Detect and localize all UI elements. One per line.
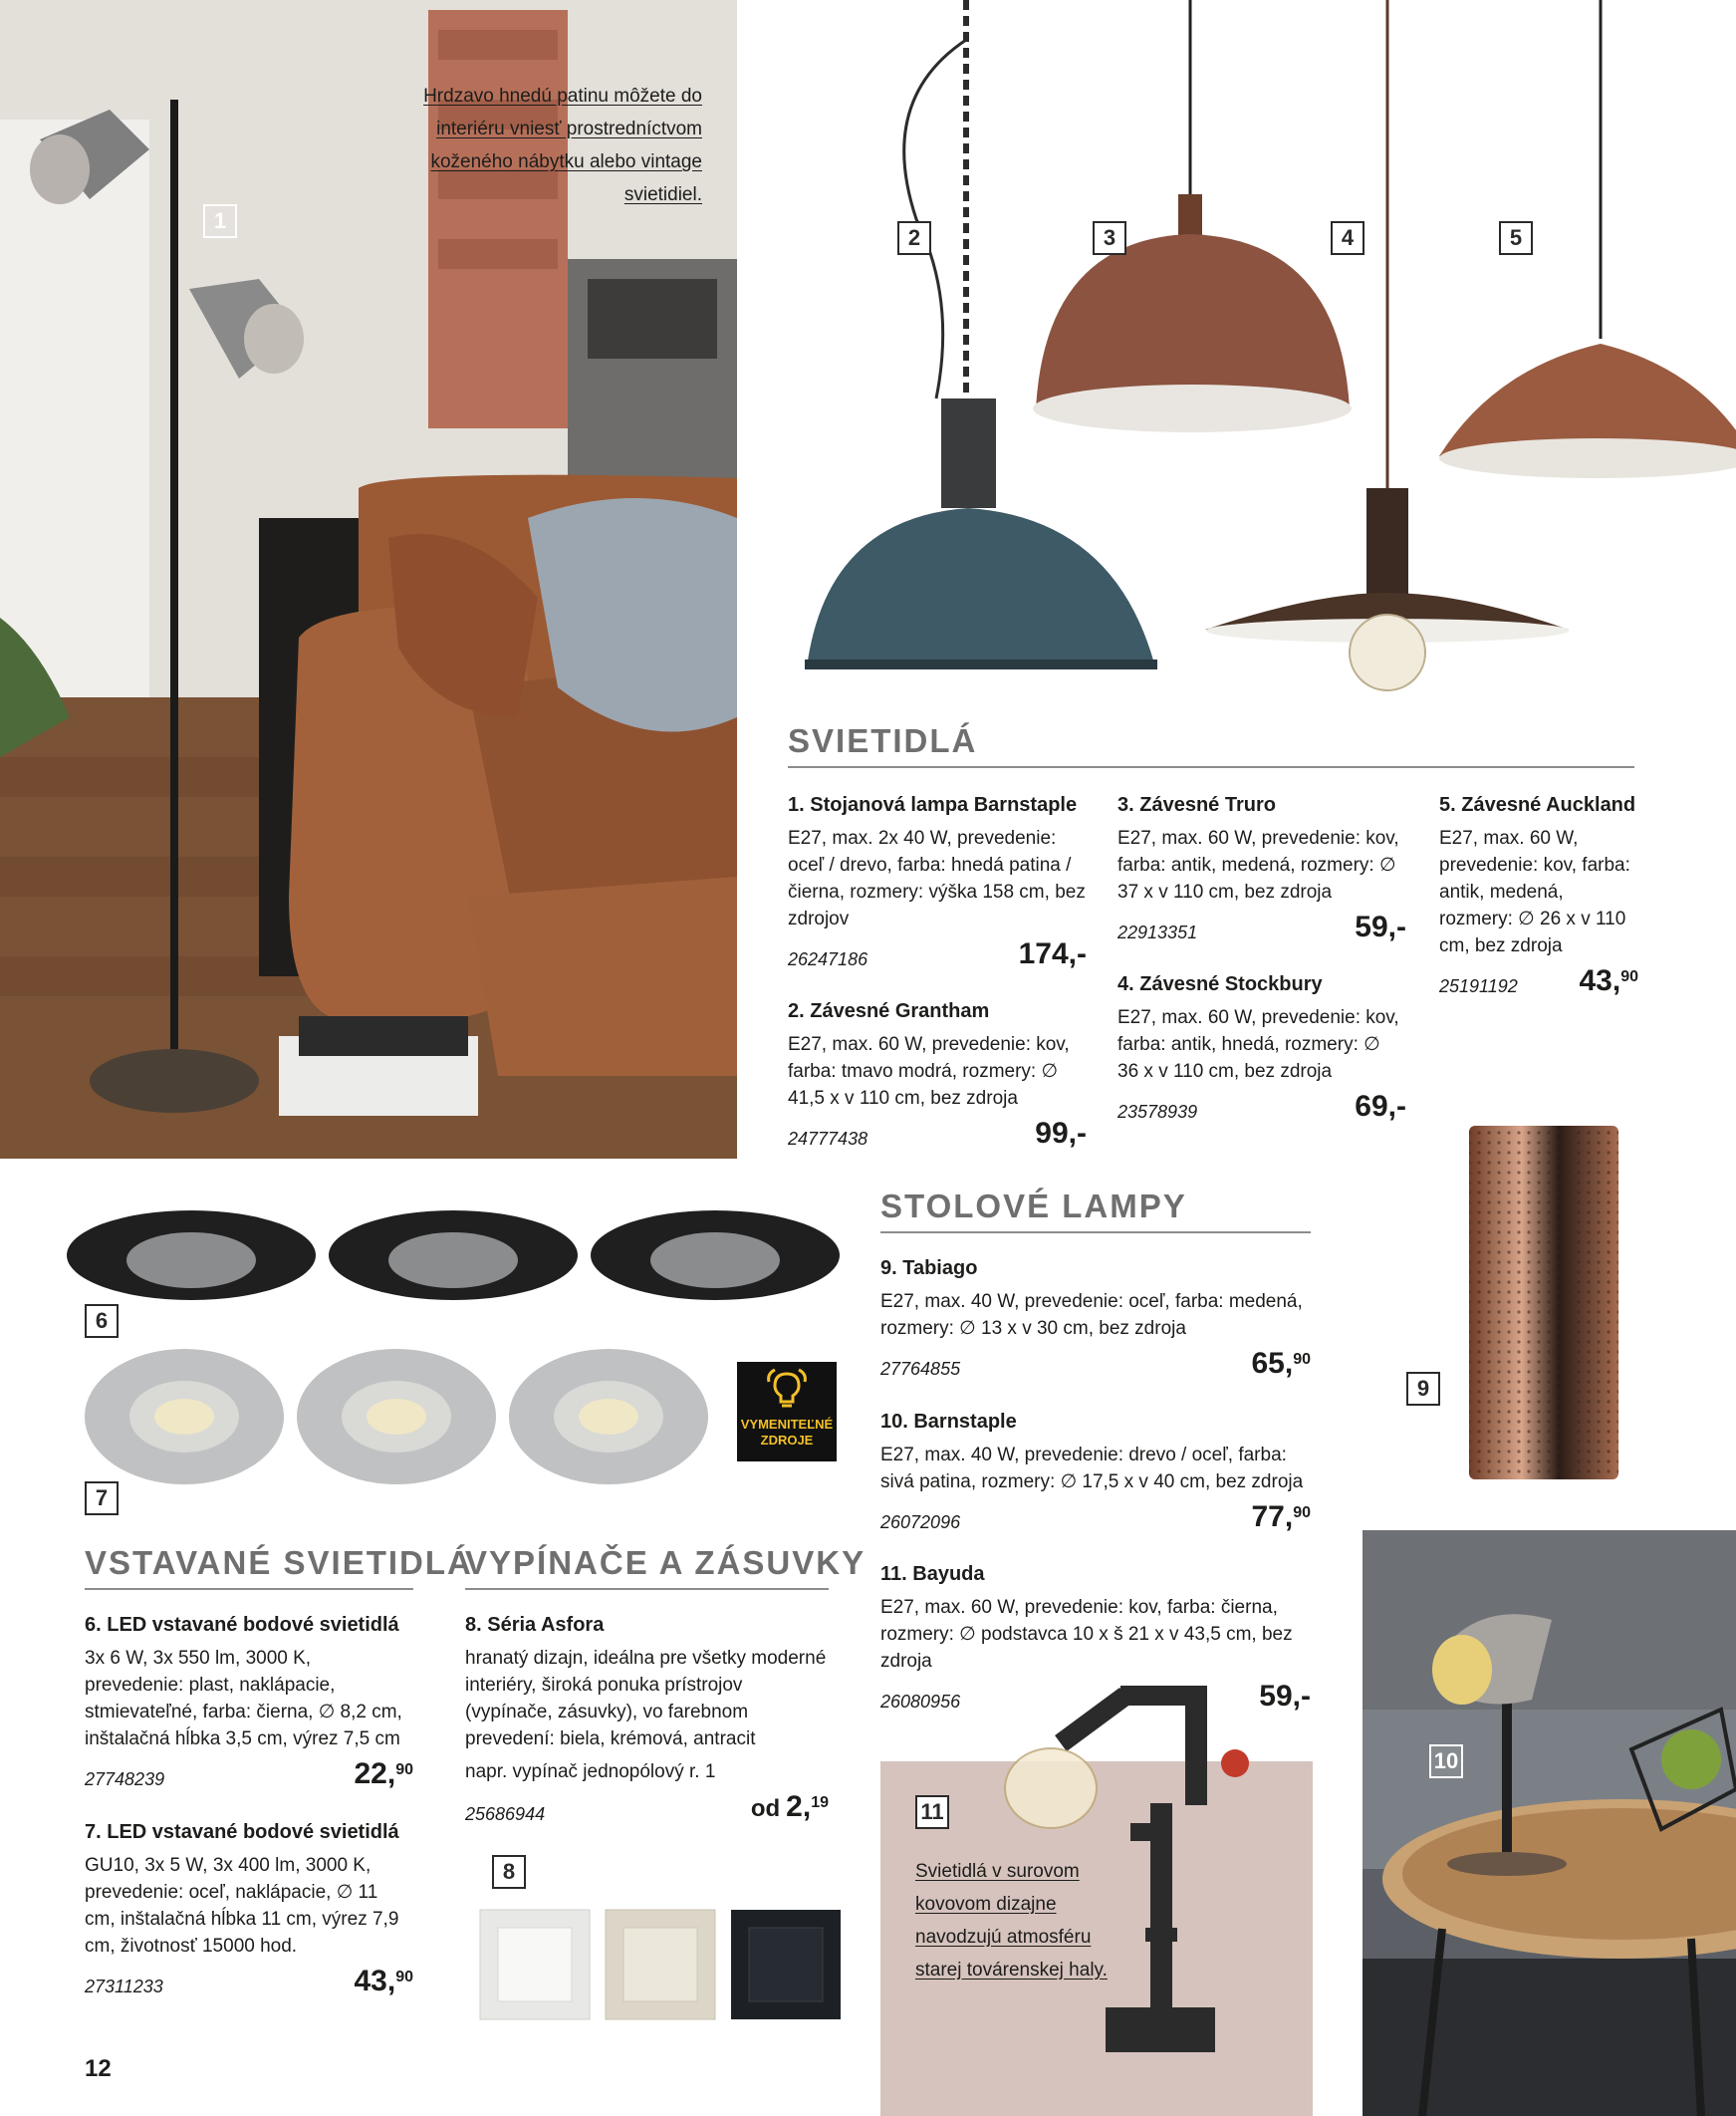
product-5-price: 43,90 [1579,964,1638,997]
product-9-price: 65,90 [1251,1347,1311,1380]
product-5 [1439,794,1638,997]
product-4 [1117,973,1406,1123]
product-10-price: 77,90 [1251,1500,1311,1533]
product-1 [788,794,1087,970]
product-6-price: 22,90 [354,1757,413,1790]
product-8-price: od 2,19 [750,1790,829,1823]
badge-number-6: 6 [85,1304,119,1338]
product-10-desc: E27, max. 40 W, prevedenie: drevo / oceľ, farba: sivá patina, rozmery: ∅ 17,5 x v 40 cm, bez zdroja [880,1445,1304,1492]
section-title-stolove: STOLOVÉ LAMPY [880,1188,1311,1233]
product-2-desc: E27, max. 60 W, prevedenie: kov, farba: tmavo modrá, rozmery: ∅ 41,5 x v 110 cm, bez zdroja [788,1034,1070,1109]
product-6-code: 27748239 [85,1769,165,1789]
product-11-desc: E27, max. 60 W, prevedenie: kov, farba: čierna, rozmery: ∅ podstavca 10 x š 21 x v 43,5 cm, bez zdroja [880,1597,1293,1672]
product-9-code: 27764855 [880,1359,961,1379]
product-6-title: 6. LED vstavané bodové svietidlá [85,1614,399,1636]
badge-number-11: 11 [915,1795,949,1829]
living-room-photo [0,0,737,1159]
product-7 [85,1821,413,1997]
badge-number-8: 8 [492,1855,526,1889]
recessed-spotlights-silver [80,1345,717,1489]
product-2-code: 24777438 [788,1129,868,1149]
product-4-desc: E27, max. 60 W, prevedenie: kov, farba: antik, hnedá, rozmery: ∅ 36 x v 110 cm, bez zdroja [1117,1007,1399,1082]
badge-number-9: 9 [1406,1372,1440,1406]
table-lamp-bayuda-image [1001,1674,1290,2072]
product-5-title: 5. Závesné Auckland [1439,794,1636,816]
product-11-title: 11. Bayuda [880,1563,985,1585]
product-9-title: 9. Tabiago [880,1257,978,1279]
product-8-title: 8. Séria Asfora [465,1614,605,1636]
replaceable-source-badge [737,1362,837,1461]
table-lamp-tabiago-image [1464,1118,1623,1486]
product-5-code: 25191192 [1439,976,1518,996]
product-1-desc: E27, max. 2x 40 W, prevedenie: oceľ / drevo, farba: hnedá patina / čierna, rozmery: výška 158 cm, bez zdrojov [788,828,1086,929]
product-1-title: 1. Stojanová lampa Barnstaple [788,794,1078,816]
product-2 [788,1000,1087,1150]
spotlight-black-3 [591,1210,840,1300]
pendant-lamps-illustration [757,0,1736,697]
section-title-vstavane: VSTAVANÉ SVIETIDLÁ [85,1544,413,1590]
photo-caption-bottom: Svietidlá v surovom kovovom dizajne navodzujú atmosféru starej továrenskej haly. [915,1861,1108,1981]
product-3-title: 3. Závesné Truro [1117,794,1276,816]
product-1-price: 174,- [1018,937,1087,970]
spotlight-silver-3 [509,1349,708,1484]
switch-anthracite [731,1910,841,2019]
product-6-desc: 3x 6 W, 3x 550 lm, 3000 K, prevedenie: plast, naklápacie, stmievateľné, farba: čierna, ∅ 8,2 cm, inštalačná hĺbka 3,5 cm, výrez 7,5 cm [85,1648,402,1749]
product-11-price: 59,- [1259,1680,1311,1713]
product-10-code: 26072096 [880,1512,961,1532]
badge-number-10: 10 [1429,1744,1463,1778]
product-5-desc: E27, max. 60 W, prevedenie: kov, farba: antik, medená, rozmery: ∅ 26 x v 110 cm, bez zdroja [1439,828,1630,956]
product-7-title: 7. LED vstavané bodové svietidlá [85,1821,399,1843]
replaceable-badge-line1: VYMENITEĽNÉ [740,1417,834,1432]
photo-caption-top: Hrdzavo hnedú patinu môžete do interiéru vniesť prostredníctvom koženého nábytku alebo vintage svietidiel. [423,86,702,205]
product-10 [880,1411,1311,1533]
bulb-icon [763,1368,811,1412]
product-2-title: 2. Závesné Grantham [788,1000,990,1022]
switch-white [480,1910,590,2019]
product-8 [465,1614,829,1825]
product-4-code: 23578939 [1117,1102,1198,1122]
product-3-code: 22913351 [1117,923,1198,942]
badge-number-3: 3 [1093,221,1126,255]
product-3-price: 59,- [1355,911,1406,943]
product-4-price: 69,- [1355,1090,1406,1123]
product-4-title: 4. Závesné Stockbury [1117,973,1323,995]
recessed-spotlights-black [60,1200,847,1320]
product-8-code: 25686944 [465,1804,546,1824]
badge-number-1: 1 [203,204,237,238]
spotlight-silver-2 [297,1349,496,1484]
product-10-title: 10. Barnstaple [880,1411,1017,1433]
product-8-desc: hranatý dizajn, ideálna pre všetky moderné interiéry, široká ponuka prístrojov (vypínače, zásuvky), vo farebnom prevedení: biela, krémová, antracit [465,1648,827,1749]
product-2-price: 99,- [1035,1117,1087,1150]
spotlight-black-2 [329,1210,578,1300]
product-7-code: 27311233 [85,1977,163,1996]
spotlight-silver-1 [85,1349,284,1484]
light-switches [478,1908,847,2022]
product-6 [85,1614,413,1790]
page-number: 12 [85,2055,112,2082]
spotlight-black-1 [67,1210,316,1300]
badge-number-2: 2 [897,221,931,255]
section-title-vypinace: VYPÍNAČE A ZÁSUVKY [465,1544,829,1590]
table-lamp-barnstaple-photo [1363,1530,1736,2116]
product-8-note: napr. vypínač jednopólový r. 1 [465,1761,716,1782]
product-11-code: 26080956 [880,1692,961,1712]
product-7-desc: GU10, 3x 5 W, 3x 400 lm, 3000 K, prevedenie: oceľ, naklápacie, ∅ 11 cm, inštalačná hĺbka 11 cm, výrez 7,9 cm, životnosť 15000 hod. [85,1855,399,1957]
product-9 [880,1257,1311,1380]
product-7-price: 43,90 [354,1965,413,1997]
product-9-desc: E27, max. 40 W, prevedenie: oceľ, farba: medená, rozmery: ∅ 13 x v 30 cm, bez zdroja [880,1291,1303,1339]
section-title-svietidla: SVIETIDLÁ [788,722,1634,768]
product-3 [1117,794,1406,943]
badge-number-5: 5 [1499,221,1533,255]
switch-cream [606,1910,715,2019]
badge-number-7: 7 [85,1481,119,1515]
product-1-code: 26247186 [788,949,868,969]
product-3-desc: E27, max. 60 W, prevedenie: kov, farba: antik, medená, rozmery: ∅ 37 x v 110 cm, bez zdroja [1117,828,1399,903]
replaceable-badge-line2: ZDROJE [760,1433,814,1448]
badge-number-4: 4 [1331,221,1364,255]
